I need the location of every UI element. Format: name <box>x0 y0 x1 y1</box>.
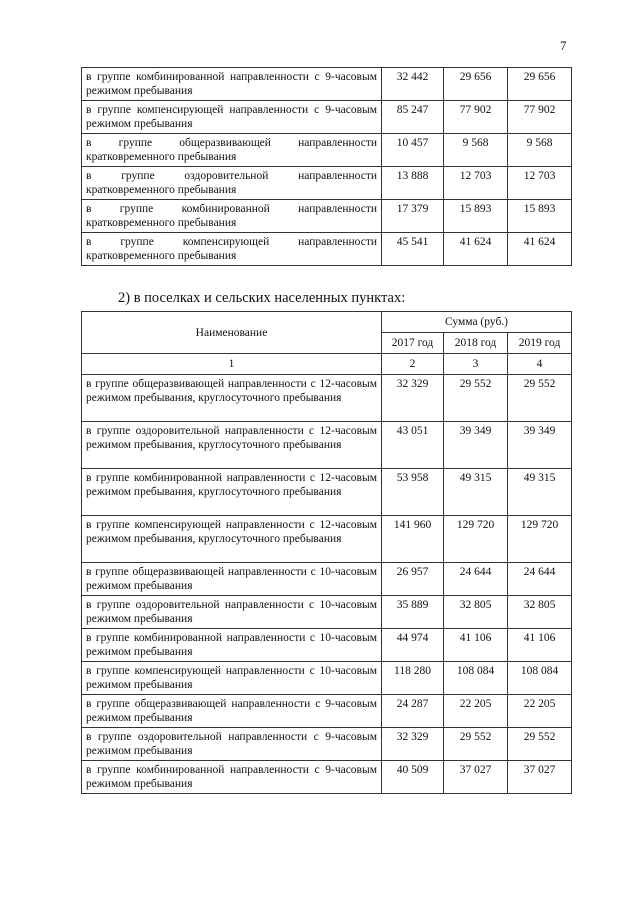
row-name: в группе общеразвивающей направленности с 10-часовым режимом пребывания <box>82 563 382 596</box>
table-row <box>82 629 572 662</box>
value-2018: 41 624 <box>444 233 508 266</box>
value-2017: 118 280 <box>382 662 444 695</box>
row-name: в группе комбинированной направленности с 12-часовым режимом пребывания, круглосуточного пребывания <box>82 469 382 516</box>
value-2017: 35 889 <box>382 596 444 629</box>
value-2019: 39 349 <box>508 422 572 469</box>
col-number-2: 2 <box>382 354 444 375</box>
value-2017: 40 509 <box>382 761 444 794</box>
value-2018: 24 644 <box>444 563 508 596</box>
value-2019: 49 315 <box>508 469 572 516</box>
table1-body <box>82 68 572 266</box>
header-sum: Сумма (руб.) <box>382 312 572 333</box>
value-2017: 10 457 <box>382 134 444 167</box>
page-number: 7 <box>560 38 567 53</box>
table2-header <box>82 312 572 375</box>
value-2018: 12 703 <box>444 167 508 200</box>
value-2018: 129 720 <box>444 516 508 563</box>
value-2017: 32 442 <box>382 68 444 101</box>
value-2018: 32 805 <box>444 596 508 629</box>
row-name: в группе оздоровительной направленности с 10-часовым режимом пребывания <box>82 596 382 629</box>
value-2019: 9 568 <box>508 134 572 167</box>
header-year-2019: 2019 год <box>508 333 572 354</box>
value-2017: 53 958 <box>382 469 444 516</box>
table-row <box>82 422 572 469</box>
table-row <box>82 469 572 516</box>
table-row <box>82 134 572 167</box>
value-2019: 24 644 <box>508 563 572 596</box>
row-name: в группе комбинированной направленности кратковременного пребывания <box>82 200 382 233</box>
value-2018: 49 315 <box>444 469 508 516</box>
row-name: в группе общеразвивающей направленности с 12-часовым режимом пребывания, круглосуточного пребывания <box>82 375 382 422</box>
value-2018: 77 902 <box>444 101 508 134</box>
table-row <box>82 68 572 101</box>
table-row <box>82 695 572 728</box>
row-name: в группе оздоровительной направленности с 9-часовым режимом пребывания <box>82 728 382 761</box>
table-row <box>82 662 572 695</box>
value-2018: 29 552 <box>444 728 508 761</box>
value-2018: 15 893 <box>444 200 508 233</box>
section-heading: 2) в поселках и сельских населенных пунктах: <box>118 290 406 306</box>
row-name: в группе комбинированной направленности с 9-часовым режимом пребывания <box>82 761 382 794</box>
col-number-1: 1 <box>82 354 382 375</box>
header-year-2017: 2017 год <box>382 333 444 354</box>
cost-table-continued <box>81 67 572 266</box>
value-2017: 32 329 <box>382 375 444 422</box>
value-2017: 13 888 <box>382 167 444 200</box>
value-2019: 129 720 <box>508 516 572 563</box>
value-2017: 45 541 <box>382 233 444 266</box>
value-2019: 29 552 <box>508 728 572 761</box>
table-row <box>82 563 572 596</box>
value-2019: 41 624 <box>508 233 572 266</box>
value-2019: 32 805 <box>508 596 572 629</box>
value-2019: 77 902 <box>508 101 572 134</box>
table-row <box>82 728 572 761</box>
value-2019: 29 552 <box>508 375 572 422</box>
value-2019: 15 893 <box>508 200 572 233</box>
table-row <box>82 375 572 422</box>
value-2017: 44 974 <box>382 629 444 662</box>
value-2018: 37 027 <box>444 761 508 794</box>
value-2018: 39 349 <box>444 422 508 469</box>
value-2017: 32 329 <box>382 728 444 761</box>
value-2018: 41 106 <box>444 629 508 662</box>
value-2019: 108 084 <box>508 662 572 695</box>
value-2017: 85 247 <box>382 101 444 134</box>
rural-cost-table <box>81 311 572 794</box>
value-2017: 17 379 <box>382 200 444 233</box>
value-2019: 22 205 <box>508 695 572 728</box>
table-row <box>82 516 572 563</box>
col-number-4: 4 <box>508 354 572 375</box>
table-row <box>82 167 572 200</box>
value-2017: 24 287 <box>382 695 444 728</box>
row-name: в группе компенсирующей направленности кратковременного пребывания <box>82 233 382 266</box>
value-2018: 9 568 <box>444 134 508 167</box>
table-row <box>82 233 572 266</box>
col-number-3: 3 <box>444 354 508 375</box>
row-name: в группе общеразвивающей направленности с 9-часовым режимом пребывания <box>82 695 382 728</box>
value-2019: 37 027 <box>508 761 572 794</box>
value-2018: 22 205 <box>444 695 508 728</box>
row-name: в группе общеразвивающей направленности кратковременного пребывания <box>82 134 382 167</box>
header-name: Наименование <box>82 312 382 354</box>
row-name: в группе комбинированной направленности с 9-часовым режимом пребывания <box>82 68 382 101</box>
row-name: в группе оздоровительной направленности с 12-часовым режимом пребывания, круглосуточного пребывания <box>82 422 382 469</box>
value-2017: 26 957 <box>382 563 444 596</box>
row-name: в группе оздоровительной направленности кратковременного пребывания <box>82 167 382 200</box>
value-2018: 108 084 <box>444 662 508 695</box>
header-year-2018: 2018 год <box>444 333 508 354</box>
table-row <box>82 101 572 134</box>
row-name: в группе компенсирующей направленности с 9-часовым режимом пребывания <box>82 101 382 134</box>
row-name: в группе компенсирующей направленности с 12-часовым режимом пребывания, круглосуточного пребывания <box>82 516 382 563</box>
row-name: в группе компенсирующей направленности с 10-часовым режимом пребывания <box>82 662 382 695</box>
table-row <box>82 200 572 233</box>
value-2017: 141 960 <box>382 516 444 563</box>
value-2017: 43 051 <box>382 422 444 469</box>
value-2019: 41 106 <box>508 629 572 662</box>
table2-body <box>82 375 572 794</box>
table-row <box>82 761 572 794</box>
value-2019: 12 703 <box>508 167 572 200</box>
value-2018: 29 552 <box>444 375 508 422</box>
table-row <box>82 596 572 629</box>
value-2018: 29 656 <box>444 68 508 101</box>
row-name: в группе комбинированной направленности с 10-часовым режимом пребывания <box>82 629 382 662</box>
value-2019: 29 656 <box>508 68 572 101</box>
